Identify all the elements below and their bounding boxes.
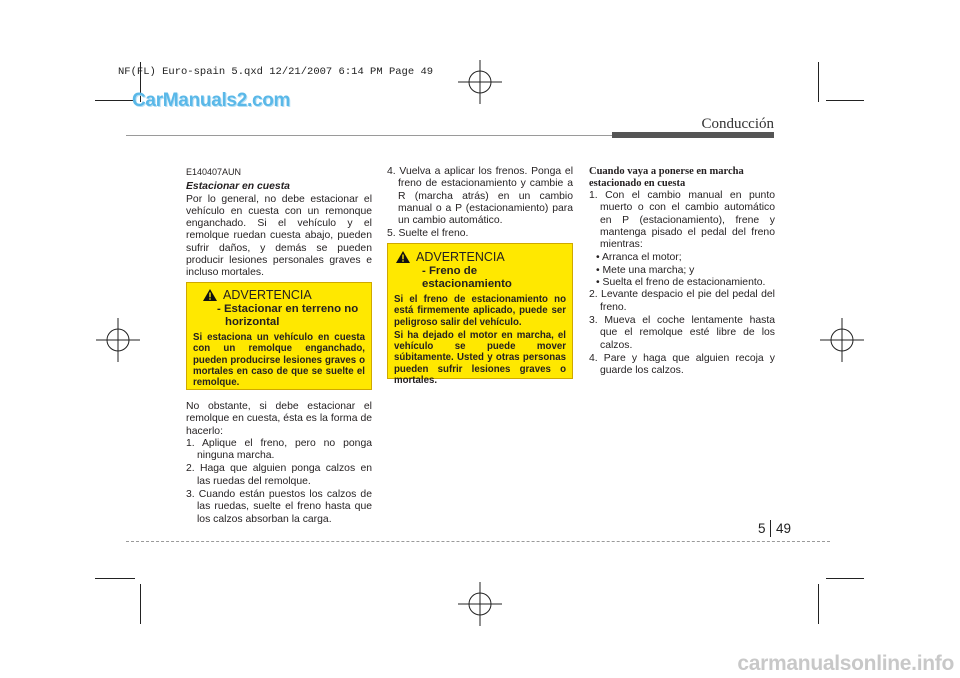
left-column-continued: [186, 401, 372, 527]
registration-mark-icon: [458, 582, 502, 626]
section-title: Conducción: [701, 116, 774, 132]
list-item: 4. Pare y haga que alguien recoja y guarde los calzos.: [589, 352, 775, 377]
warning-title-row: [193, 288, 365, 302]
crop-mark: [818, 62, 819, 102]
warning-body: Si ha dejado el motor en marcha, el vehículo se puede mover súbitamente. Usted y otras personas pueden sufrir lesiones graves o mortales.: [394, 329, 566, 387]
header-bar: [612, 132, 774, 138]
warning-subtitle: - Estacionar en terreno no horizontal: [217, 303, 359, 328]
crop-mark: [818, 584, 819, 624]
crop-mark: [826, 100, 864, 101]
bullet-list: [589, 252, 775, 289]
watermark-logo: CarManuals2.com: [132, 90, 291, 111]
warning-triangle-icon: [396, 251, 410, 263]
list-item: 5. Suelte el freno.: [387, 228, 469, 240]
watermark-footer: carmanualsonline.info: [737, 652, 954, 675]
warning-title: ADVERTENCIA: [416, 250, 505, 264]
list-item: 1. Aplique el freno, pero no ponga ninguna marcha.: [186, 437, 372, 462]
warning-subtitle: - Freno de estacionamiento: [422, 265, 512, 290]
crop-mark: [95, 578, 135, 579]
step-list: [589, 289, 775, 377]
chapter-number: 5: [758, 521, 766, 536]
warning-title-row: [394, 250, 566, 264]
subsection-heading: Cuando vaya a ponerse en marcha estacionado en cuesta: [589, 166, 744, 189]
page-number-value: 49: [776, 521, 792, 536]
warning-title: ADVERTENCIA: [223, 288, 312, 302]
list-item: • Mete una marcha; y: [596, 264, 695, 276]
list-item: 3. Mueva el coche lentamente hasta que el remolque esté libre de los calzos.: [589, 314, 775, 351]
warning-body: Si estaciona un vehículo en cuesta con un remolque enganchado, pueden producirse lesiones graves o mortales en caso de que se suelte el remolque.: [193, 332, 365, 389]
page-number-divider: [770, 520, 771, 537]
list-item: 3. Cuando están puestos los calzos de las ruedas, suelte el freno hasta que los calzos absorban la carga.: [186, 489, 372, 525]
warning-body: Si el freno de estacionamiento no está firmemente aplicado, puede ser peligroso salir del vehículo.: [394, 294, 566, 328]
page-number: [758, 521, 766, 536]
list-item: 2. Levante despacio el pie del pedal del freno.: [589, 289, 775, 313]
procedure-intro: No obstante, si debe estacionar el remolque en cuesta, ésta es la forma de hacerlo:: [186, 401, 372, 437]
list-item: 2. Haga que alguien ponga calzos en las ruedas del remolque.: [186, 463, 372, 487]
warning-box-parking-brake: [387, 243, 573, 387]
list-item: 1. Con el cambio manual en punto muerto o con el cambio automático en P (estacionamiento), frene y mantenga pisado el pedal del freno mientras:: [589, 190, 775, 251]
intro-paragraph: Por lo general, no debe estacionar el vehículo en cuesta con un remonque enganchado. Si el vehículo y el remolque ruedan cuesta abajo, pueden sufrir daños, y demás se pueden producir lesiones personales graves e incluso mortales.: [186, 193, 372, 279]
list-item: • Suelta el freno de estacionamiento.: [596, 277, 766, 289]
subsection-heading: Estacionar en cuesta: [186, 181, 290, 193]
list-item: 4. Vuelva a aplicar los frenos. Ponga el freno de estacionamiento y cambie a R (marcha atrás) en un cambio manual o a P (estacionamiento) para un cambio automático.: [387, 166, 573, 227]
registration-mark-icon: [96, 318, 140, 362]
registration-mark-icon: [820, 318, 864, 362]
registration-mark-icon: [458, 60, 502, 104]
right-column: [589, 166, 775, 378]
footer-dashed-rule: [126, 541, 830, 542]
list-item: • Arranca el motor;: [596, 252, 682, 264]
crop-mark: [826, 578, 864, 579]
print-slug-line: NF(FL) Euro-spain 5.qxd 12/21/2007 6:14 PM Page 49: [118, 66, 434, 78]
crop-mark: [95, 100, 135, 101]
step-list: [186, 438, 372, 526]
middle-column: [387, 166, 573, 242]
step-list: [589, 190, 775, 251]
section-code: E140407AUN: [186, 167, 242, 177]
warning-box-slope: [186, 282, 372, 390]
left-column: [186, 166, 372, 280]
crop-mark: [140, 584, 141, 624]
step-list: [387, 166, 573, 241]
warning-triangle-icon: [203, 289, 217, 301]
page-number: [776, 521, 791, 536]
